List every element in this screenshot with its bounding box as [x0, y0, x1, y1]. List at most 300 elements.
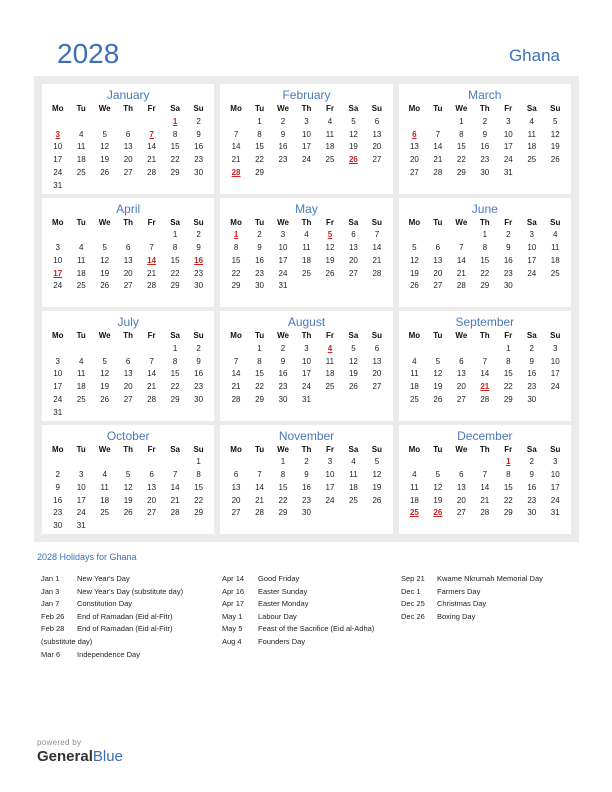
- weekday-header: Tu: [254, 444, 265, 454]
- weekday-header: Fr: [325, 444, 334, 454]
- day-cell: 4: [327, 116, 333, 126]
- day-cell: 30: [194, 394, 204, 404]
- day-cell: 22: [170, 155, 180, 165]
- day-cell: 16: [503, 255, 513, 265]
- day-cell: 8: [506, 470, 511, 480]
- day-cell: 24: [527, 268, 537, 278]
- day-cell: 6: [149, 470, 154, 480]
- weekday-header: We: [455, 217, 468, 227]
- day-cell: 30: [503, 281, 513, 291]
- weekday-header: Sa: [170, 217, 180, 227]
- day-cell: 27: [147, 508, 157, 518]
- day-cell: 21: [231, 382, 241, 392]
- holiday-day-cell: 26: [348, 155, 358, 165]
- day-cell: 8: [459, 129, 464, 139]
- day-cell: 26: [100, 394, 110, 404]
- day-cell: 29: [170, 394, 180, 404]
- day-cell: 30: [527, 508, 537, 518]
- holiday-name: End of Ramadan (Eid al-Fitr): [77, 611, 173, 621]
- day-cell: 26: [123, 508, 133, 518]
- day-cell: 28: [231, 394, 241, 404]
- weekday-header: Mo: [230, 217, 242, 227]
- day-cell: 30: [527, 394, 537, 404]
- day-cell: 20: [348, 255, 358, 265]
- day-cell: 10: [302, 129, 311, 139]
- day-cell: 14: [231, 142, 241, 152]
- day-cell: 28: [480, 394, 490, 404]
- day-cell: 14: [170, 482, 180, 492]
- day-cell: 23: [194, 268, 204, 278]
- day-grid: [46, 103, 210, 193]
- day-cell: 28: [456, 281, 466, 291]
- weekday-header: Su: [371, 217, 383, 227]
- day-cell: 22: [194, 495, 204, 505]
- day-cell: 27: [123, 394, 133, 404]
- holiday-day-cell: 1: [233, 230, 239, 240]
- day-cell: 4: [78, 243, 84, 253]
- day-cell: 23: [278, 155, 288, 165]
- day-cell: 22: [255, 382, 264, 392]
- day-cell: 21: [147, 155, 157, 165]
- day-cell: 31: [76, 521, 86, 531]
- weekday-header: Su: [371, 444, 383, 454]
- day-cell: 4: [102, 470, 107, 480]
- holiday-date: Dec 26: [401, 611, 425, 621]
- day-cell: 18: [409, 382, 419, 392]
- holiday-row: [41, 623, 183, 636]
- day-cell: 14: [231, 369, 241, 379]
- country-title: Ghana: [508, 46, 560, 65]
- day-cell: 25: [325, 155, 335, 165]
- day-cell: 7: [482, 356, 488, 366]
- day-cell: 29: [503, 508, 513, 518]
- day-cell: 27: [456, 394, 466, 404]
- month-march: [399, 84, 571, 194]
- month-name: July: [117, 315, 139, 329]
- day-cell: 25: [527, 155, 537, 165]
- day-cell: 10: [53, 369, 63, 379]
- day-cell: 12: [348, 129, 358, 139]
- day-cell: 17: [76, 495, 86, 505]
- day-cell: 17: [278, 255, 288, 265]
- day-cell: 20: [123, 382, 133, 392]
- day-cell: 14: [147, 142, 157, 152]
- weekday-header: Su: [193, 331, 204, 340]
- holiday-name: Christmas Day: [437, 599, 487, 609]
- day-cell: 11: [77, 142, 86, 152]
- holiday-name: Labour Day: [258, 611, 297, 621]
- day-cell: 2: [304, 457, 309, 467]
- holiday-day-cell: 4: [327, 343, 333, 353]
- day-cell: 1: [459, 116, 464, 126]
- day-cell: 8: [172, 356, 178, 366]
- day-cell: 27: [409, 167, 419, 177]
- day-cell: 27: [372, 382, 382, 392]
- day-cell: 5: [351, 116, 356, 126]
- day-cell: 3: [553, 343, 558, 353]
- weekday-header: Tu: [76, 104, 86, 113]
- holiday-date: Jan 3: [41, 586, 60, 596]
- brand-footer: [37, 738, 123, 765]
- day-cell: 4: [553, 230, 558, 240]
- holiday-day-cell: 14: [147, 255, 157, 265]
- day-cell: 14: [255, 482, 264, 492]
- day-cell: 25: [409, 394, 419, 404]
- day-cell: 15: [231, 255, 241, 265]
- day-cell: 27: [372, 155, 382, 165]
- day-cell: 6: [125, 243, 131, 253]
- day-cell: 12: [409, 255, 419, 265]
- day-cell: 13: [372, 129, 382, 139]
- holiday-row: [41, 598, 183, 611]
- month-name: October: [106, 428, 150, 443]
- holiday-name: Independence Day: [77, 649, 140, 659]
- weekday-header: We: [277, 104, 289, 113]
- day-cell: 30: [194, 167, 204, 177]
- holiday-day-cell: 17: [53, 268, 63, 278]
- holiday-row: [41, 573, 183, 586]
- day-cell: 19: [325, 255, 335, 265]
- weekday-header: Mo: [51, 331, 64, 340]
- day-cell: 7: [149, 356, 154, 366]
- holiday-date: Sep 21: [401, 574, 425, 583]
- day-cell: 20: [409, 155, 419, 165]
- holiday-day-cell: 16: [194, 255, 204, 265]
- day-cell: 22: [231, 268, 241, 278]
- day-cell: 7: [233, 129, 239, 139]
- empty-cell: [69, 229, 92, 242]
- day-cell: 23: [527, 495, 537, 505]
- weekday-header: Th: [123, 444, 134, 454]
- holiday-date: May 1: [222, 611, 243, 621]
- day-cell: 25: [76, 281, 86, 291]
- weekday-header: Fr: [504, 444, 513, 454]
- holiday-row: [222, 598, 374, 611]
- empty-cell: [450, 343, 473, 356]
- day-cell: 8: [196, 470, 201, 480]
- day-cell: 9: [529, 356, 534, 366]
- day-cell: 20: [372, 142, 382, 152]
- month-name: March: [468, 88, 502, 102]
- holiday-date: Aug 4: [222, 636, 242, 646]
- day-cell: 31: [302, 394, 311, 404]
- day-cell: 10: [302, 356, 311, 366]
- day-cell: 1: [196, 457, 201, 467]
- empty-cell: [93, 229, 116, 242]
- weekday-header: Sa: [170, 104, 180, 113]
- weekday-header: Fr: [147, 331, 156, 340]
- day-cell: 14: [480, 369, 490, 379]
- day-cell: 10: [550, 356, 560, 366]
- weekday-header: Su: [550, 104, 561, 113]
- holiday-column: [401, 573, 543, 623]
- day-cell: 23: [255, 268, 264, 278]
- day-grid: [403, 103, 567, 180]
- day-grid: [224, 217, 388, 294]
- holiday-date: Feb 26: [41, 611, 65, 621]
- day-cell: 26: [325, 268, 335, 278]
- weekday-header: Th: [123, 104, 134, 113]
- day-cell: 29: [503, 394, 513, 404]
- day-cell: 5: [374, 457, 380, 467]
- weekday-header: Mo: [408, 217, 421, 227]
- day-cell: 20: [433, 268, 443, 278]
- weekday-header: Fr: [325, 331, 334, 340]
- day-cell: 29: [480, 281, 490, 291]
- day-cell: 9: [482, 129, 488, 139]
- calendar-panel: [34, 76, 579, 542]
- month-june: [399, 198, 571, 308]
- day-cell: 24: [53, 281, 63, 291]
- day-cell: 23: [278, 382, 288, 392]
- day-cell: 9: [196, 356, 201, 366]
- weekday-header: Su: [193, 217, 204, 227]
- weekday-header: Tu: [76, 331, 86, 340]
- day-cell: 13: [123, 142, 133, 152]
- weekday-header: Sa: [526, 104, 537, 113]
- day-cell: 29: [170, 281, 180, 291]
- day-cell: 25: [76, 394, 86, 404]
- day-cell: 27: [123, 167, 133, 177]
- day-cell: 19: [409, 268, 419, 278]
- day-cell: 10: [278, 243, 288, 253]
- day-grid: [403, 444, 567, 521]
- day-cell: 7: [233, 356, 239, 366]
- holiday-name: Boxing Day: [437, 611, 476, 621]
- day-cell: 2: [196, 116, 201, 126]
- holiday-row: [222, 636, 374, 649]
- month-name: January: [106, 88, 150, 102]
- day-cell: 7: [435, 129, 441, 139]
- day-cell: 14: [433, 142, 443, 152]
- month-may: [220, 198, 392, 308]
- day-cell: 11: [410, 369, 419, 379]
- day-cell: 13: [147, 482, 157, 492]
- day-cell: 10: [503, 129, 513, 139]
- day-cell: 3: [506, 116, 511, 126]
- weekday-header: We: [277, 331, 289, 340]
- empty-cell: [224, 116, 247, 129]
- holiday-name: Kwame Nkrumah Memorial Day: [437, 574, 543, 583]
- day-cell: 27: [123, 281, 133, 291]
- weekday-header: Sa: [170, 444, 180, 454]
- day-cell: 16: [194, 142, 204, 152]
- day-cell: 6: [125, 129, 131, 139]
- month-name: December: [457, 428, 513, 443]
- holiday-row: [401, 598, 543, 611]
- month-august: [220, 311, 392, 421]
- day-cell: 5: [125, 470, 131, 480]
- day-cell: 28: [147, 167, 157, 177]
- day-cell: 7: [172, 470, 178, 480]
- day-cell: 2: [529, 457, 534, 467]
- day-cell: 28: [372, 268, 382, 278]
- empty-cell: [140, 116, 163, 129]
- weekday-header: Th: [123, 217, 134, 227]
- month-january: [42, 84, 214, 194]
- day-cell: 15: [278, 482, 288, 492]
- day-cell: 22: [170, 382, 180, 392]
- weekday-header: Mo: [230, 444, 242, 454]
- weekday-header: Th: [301, 217, 312, 227]
- day-cell: 10: [76, 482, 86, 492]
- holiday-row: [222, 611, 374, 624]
- day-grid: [46, 330, 210, 420]
- holiday-name: Farmers Day: [437, 586, 481, 596]
- day-cell: 11: [410, 482, 419, 492]
- weekday-header: Su: [550, 444, 561, 454]
- day-cell: 15: [170, 369, 180, 379]
- day-cell: 5: [102, 129, 107, 139]
- day-cell: 8: [257, 356, 262, 366]
- day-cell: 7: [374, 230, 380, 240]
- empty-cell: [46, 116, 69, 129]
- day-cell: 26: [372, 495, 382, 505]
- holidays-title: 2028 Holidays for Ghana: [37, 552, 137, 562]
- day-cell: 13: [231, 482, 241, 492]
- day-cell: 14: [147, 369, 157, 379]
- day-cell: 4: [78, 356, 84, 366]
- weekday-header: Th: [301, 444, 312, 454]
- day-cell: 11: [100, 482, 109, 492]
- day-cell: 12: [433, 482, 443, 492]
- month-september: [399, 311, 571, 421]
- month-name: February: [282, 88, 331, 102]
- weekday-header: Sa: [526, 444, 537, 454]
- day-cell: 21: [147, 268, 157, 278]
- day-cell: 18: [325, 142, 335, 152]
- empty-cell: [248, 456, 271, 469]
- weekday-header: We: [277, 444, 289, 454]
- day-cell: 30: [302, 508, 311, 518]
- day-cell: 8: [257, 129, 262, 139]
- holiday-column: [222, 573, 374, 649]
- day-cell: 22: [170, 268, 180, 278]
- holiday-date: Feb 28: [41, 624, 65, 634]
- weekday-header: Fr: [147, 217, 156, 227]
- day-cell: 2: [506, 230, 511, 240]
- holiday-row: [222, 623, 374, 636]
- day-cell: 22: [480, 268, 490, 278]
- day-cell: 10: [527, 243, 537, 253]
- empty-cell: [46, 456, 69, 469]
- weekday-header: Mo: [408, 331, 421, 340]
- day-cell: 24: [503, 155, 513, 165]
- day-cell: 19: [348, 142, 358, 152]
- day-cell: 12: [348, 356, 358, 366]
- day-cell: 21: [433, 155, 443, 165]
- day-cell: 10: [53, 255, 63, 265]
- weekday-header: Fr: [504, 331, 513, 340]
- day-cell: 24: [302, 155, 311, 165]
- holiday-row: [41, 611, 183, 624]
- weekday-header: Su: [550, 331, 561, 340]
- day-cell: 13: [409, 142, 419, 152]
- day-cell: 16: [194, 369, 204, 379]
- day-cell: 8: [482, 243, 488, 253]
- day-cell: 15: [170, 142, 180, 152]
- day-cell: 29: [170, 167, 180, 177]
- month-name: November: [278, 428, 335, 443]
- day-cell: 15: [170, 255, 180, 265]
- weekday-header: We: [455, 444, 468, 454]
- day-cell: 4: [351, 457, 356, 467]
- day-cell: 7: [459, 243, 464, 253]
- holiday-name: End of Ramadan (Eid al-Fitr): [77, 624, 173, 634]
- weekday-header: Su: [193, 104, 204, 113]
- holiday-row: [41, 636, 183, 649]
- day-cell: 18: [76, 382, 86, 392]
- day-cell: 13: [123, 369, 133, 379]
- day-cell: 5: [102, 356, 107, 366]
- day-cell: 19: [100, 268, 110, 278]
- day-cell: 13: [433, 255, 443, 265]
- day-cell: 19: [348, 369, 358, 379]
- day-grid: [46, 444, 210, 534]
- weekday-header: Th: [123, 331, 134, 340]
- holiday-day-cell: 26: [433, 508, 443, 518]
- empty-cell: [140, 456, 163, 469]
- holiday-day-cell: 1: [172, 116, 178, 126]
- day-cell: 3: [78, 470, 84, 480]
- day-cell: 2: [196, 230, 201, 240]
- day-cell: 6: [125, 356, 131, 366]
- day-cell: 6: [374, 116, 380, 126]
- empty-cell: [116, 343, 139, 356]
- holiday-name: Easter Sunday: [258, 586, 308, 596]
- day-cell: 24: [302, 382, 311, 392]
- day-cell: 2: [280, 343, 286, 353]
- day-cell: 29: [255, 394, 264, 404]
- day-cell: 11: [77, 255, 86, 265]
- day-cell: 25: [100, 508, 110, 518]
- day-cell: 16: [278, 142, 288, 152]
- weekday-header: Su: [550, 217, 561, 227]
- day-cell: 18: [76, 155, 86, 165]
- weekday-header: Mo: [51, 104, 64, 113]
- empty-cell: [116, 229, 139, 242]
- day-cell: 2: [257, 230, 262, 240]
- day-cell: 3: [304, 343, 309, 353]
- day-cell: 25: [348, 495, 358, 505]
- day-cell: 22: [278, 495, 288, 505]
- holiday-day-cell: 7: [149, 129, 154, 139]
- day-cell: 8: [506, 356, 511, 366]
- empty-cell: [426, 456, 449, 469]
- holiday-name: Constitution Day: [77, 599, 133, 609]
- day-cell: 21: [255, 495, 264, 505]
- day-cell: 18: [409, 495, 419, 505]
- day-cell: 12: [123, 482, 133, 492]
- weekday-header: Tu: [254, 331, 265, 340]
- month-name: May: [295, 201, 318, 216]
- day-cell: 17: [302, 142, 311, 152]
- day-cell: 26: [433, 394, 443, 404]
- day-grid: [224, 444, 388, 521]
- day-cell: 13: [456, 482, 466, 492]
- day-cell: 26: [409, 281, 419, 291]
- day-cell: 18: [550, 255, 560, 265]
- month-name: June: [471, 201, 498, 216]
- day-cell: 19: [433, 495, 443, 505]
- month-april: [42, 198, 214, 308]
- weekday-header: Mo: [408, 104, 421, 113]
- day-cell: 28: [433, 167, 443, 177]
- month-october: [42, 425, 214, 535]
- day-cell: 20: [456, 495, 466, 505]
- day-cell: 6: [351, 230, 356, 240]
- day-cell: 9: [280, 356, 286, 366]
